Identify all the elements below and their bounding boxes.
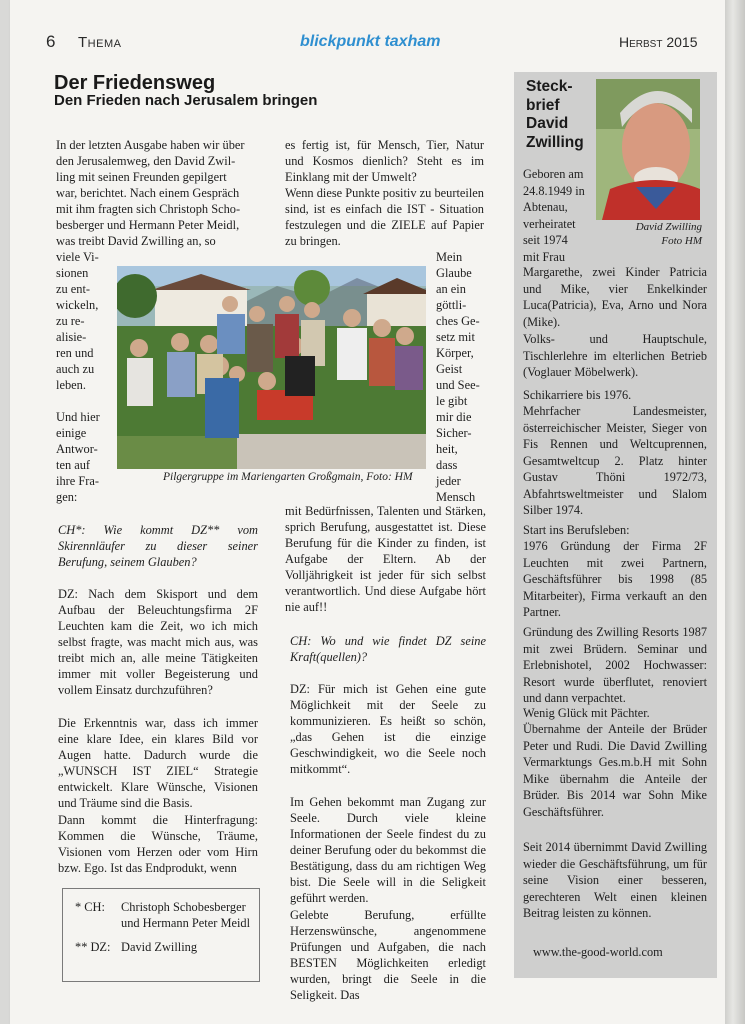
text-line: und See- <box>436 378 480 392</box>
text-line: Geboren am <box>523 167 584 181</box>
sidebar-title-line: brief <box>526 96 560 114</box>
sidebar-title-line: David <box>526 115 569 132</box>
text-line: jeder <box>436 474 461 488</box>
sidebar-title <box>526 78 584 152</box>
section-label: Thema <box>78 34 122 51</box>
text-line: was treibt David Zwilling an, so <box>56 234 216 248</box>
page-number: 6 <box>46 32 56 51</box>
text-line: an ein <box>436 282 466 296</box>
page-edge <box>725 0 745 1024</box>
footnote-dz: ** DZ: David Zwilling <box>75 940 198 954</box>
article-subtitle: Den Frieden nach Jerusalem bringen <box>54 92 318 109</box>
text-line: war, berichtet. Nach einem Gespräch <box>56 186 240 200</box>
text-line: den Jerusalemweg, den David Zwil- <box>56 154 236 168</box>
text-line: heit, <box>436 442 458 456</box>
text-line: zu ent- <box>56 282 91 296</box>
text-line: ren und <box>56 346 94 360</box>
text-line: alisie- <box>56 330 87 344</box>
col1-wrap-text <box>56 249 108 505</box>
text-line: mit Frau <box>523 249 566 264</box>
article-title: Der Friedensweg <box>54 72 216 94</box>
brand-logo: blickpunkt taxham <box>300 33 441 50</box>
text-line: 24.8.1949 in <box>523 183 585 198</box>
text-line: verheiratet <box>523 216 576 231</box>
sidebar-title-line: Steck- <box>526 78 573 95</box>
text-line: ling mit seinen Freunden gepilgert <box>56 170 227 184</box>
sidebar-career-start: Start ins Berufsleben: <box>523 523 630 537</box>
sidebar-education: Volks- und Hauptschule, Tischlerlehre im elterlichen Betrieb (Voglauer Möbelwerk). <box>523 332 707 379</box>
text-line: Und hier <box>56 410 100 424</box>
sidebar-family: Margarethe, zwei Kinder Patricia und Mike, vier Enkelkinder Luca(Patricia), Eva, Arno und Nora (Mike). <box>523 265 707 329</box>
col1-intro <box>56 137 256 249</box>
footnote-box <box>62 888 260 982</box>
sidebar-vision: Seit 2014 übernimmt David Zwilling wieder die Geschäftsführung, um für seine Vision einer besseren, gerechteren Welt einen kleinen Beitrag leisten zu können. <box>523 840 707 920</box>
col2-paragraph-1: mit Bedürfnissen, Talenten und Stärken, sprich Berufung, ausgestattet ist. Diese Berufung für die Kinder zu finden, ist Aufgabe der Eltern. Ab der Volljährigkeit ist jeder für sich selbst verantwortlich. Und diese Aufgabe hört nie auf!! <box>285 504 486 614</box>
answer-1: DZ: Nach dem Skisport und dem Aufbau der Beleuchtungsfirma 2F Leuchten kam die Zeit, wo ich mich selbst fragte, was macht mich aus, was treibt mich an, alle meine Tätigkeiten immer mit voller Begeisterung und vollem Einsatz durchzuführen? <box>58 587 258 697</box>
text-line: dass <box>436 458 458 472</box>
text-line: zu re- <box>56 314 85 328</box>
portrait-caption: David Zwilling Foto HM <box>635 221 702 247</box>
photo-caption: Pilgergruppe im Mariengarten Großgmain, Foto: HM <box>163 471 413 483</box>
issue-label: Herbst 2015 <box>619 34 698 50</box>
text-line: mir die <box>436 410 472 424</box>
text-line: Körper, <box>436 346 474 360</box>
text-line: Antwor- <box>56 442 98 456</box>
website-link[interactable]: www.the-good-world.com <box>533 945 663 959</box>
sidebar-title-line: Zwilling <box>526 133 584 151</box>
text-line: leben. <box>56 378 86 392</box>
sidebar-career-end: Schikarriere bis 1976. <box>523 388 632 402</box>
sidebar-wrap-text <box>523 166 593 265</box>
text-line: sionen <box>56 266 89 280</box>
col1-intro-lines <box>56 137 256 249</box>
text-line: ihre Fra- <box>56 474 100 488</box>
text-line: ches Ge- <box>436 314 480 328</box>
text-line: Mein <box>436 250 463 264</box>
question-1: CH*: Wie kommt DZ** vom Skirennläufer zu dieser seiner Berufung, seinem Glauben? <box>58 523 258 569</box>
text-line: Abtenau, <box>523 200 568 214</box>
answer-2: Die Erkenntnis war, dass ich immer eine klare Idee, ein klares Bild vor Augen hatte. Dadurch wurde die „WUNSCH IST ZIEL“ Strategie entwickelt. Klare Wünsche, Visionen und Träume sind die Basis. <box>58 716 258 810</box>
text-line: einige <box>56 426 87 440</box>
text-line <box>56 393 108 409</box>
text-line: setz mit <box>436 330 475 344</box>
text-line: göttli- <box>436 298 467 312</box>
text-line: In der letzten Ausgabe haben wir über <box>56 138 245 152</box>
col2-top: es fertig ist, für Mensch, Tier, Natur und Kosmos dienlich? Steht es im Einklang mit der Umwelt? <box>285 138 484 184</box>
sidebar-tenant: Wenig Glück mit Pächter. <box>523 706 650 720</box>
sidebar-resort: Gründung des Zwilling Resorts 1987 mit zwei Brüdern. Seminar und Erlebnishotel, 2002 Hochwasser: Resort wurde überflutet, renoviert und dann verpachtet. <box>523 625 707 705</box>
text-line: Sicher- <box>436 426 472 440</box>
col2-paragraph-2: Im Gehen bekommt man Zugang zur Seele. Durch viele kleine Informationen der Seele findest du zu deiner Berufung oder du bekommst die Bestätigung, dass du am richtigen Weg bist. Die Seele will in die Seligkeit geführt werden. <box>290 795 486 905</box>
text-line: gen: <box>56 490 78 504</box>
text-line: mit ihm fragten sich Christoph Scho- <box>56 202 241 216</box>
footnote-ch: * CH: Christoph Schobesberger und Hermann Peter Meidl <box>75 900 251 930</box>
text-line: auch zu <box>56 362 95 376</box>
answer-4: DZ: Für mich ist Gehen eine gute Möglichkeit mit der Seele zu kommunizieren. Es heißt so schön, „das Gehen ist die einzige Geschwindigkeit, wo die Seele noch mitkommt“. <box>290 682 486 776</box>
text-line: besberger und Hermann Peter Meidl, <box>56 218 240 232</box>
sidebar-company: 1976 Gründung der Firma 2F Leuchten mit zwei Partnern, Geschäftsführer bis 1998 (85 Mitarbeiter), Firma verkauft an den Partner. <box>523 539 707 619</box>
sidebar-shares: Übernahme der Anteile der Brüder Peter und Rudi. Die David Zwilling Vermarktungs Ges.m.b.H mit Sohn Mike übernahm die Anteile der Brüder. Bis 2014 war Sohn Mike Geschäftsführer. <box>523 722 707 819</box>
text-line: wickeln, <box>56 298 99 312</box>
text-line: Geist <box>436 362 463 376</box>
text-line: Glaube <box>436 266 472 280</box>
text-line: le gibt <box>436 394 468 408</box>
col2-wrap-text <box>436 249 486 505</box>
col2-paragraph-3: Gelebte Berufung, erfüllte Herzenswünsche, angenommene Prüfungen und Aufgaben, die nach BESTEN Möglichkeiten erledigt wurden, bringt die Seele in die Seligkeit. Das <box>290 908 486 1002</box>
sidebar-achievements: Mehrfacher Landesmeister, österreichischer Meister, Sieger von Fis Rennen und Weltcuprennen, Gesamtweltcup 2. Platz hinter Gustav Thöni 1972/73, Abfahrtsweltmeister und Slalom Silber 1974. <box>523 404 707 517</box>
text-line: viele Vi- <box>56 250 99 264</box>
question-2: CH: Wo und wie findet DZ seine Kraft(quellen)? <box>290 634 486 664</box>
group-photo <box>117 266 426 469</box>
col2-top2: Wenn diese Punkte positiv zu beurteilen sind, ist es einfach die IST - Situation festzulegen und die ZIELE auf Papier zu bringen. <box>285 186 484 248</box>
text-line: ten auf <box>56 458 91 472</box>
portrait-photo <box>596 79 700 220</box>
answer-3: Dann kommt die Hinterfragung: Kommen die Wünsche, Träume, Visionen vom Herzen oder vom Hirn bzw. Ego. Ist das Endprodukt, wenn <box>58 813 258 875</box>
text-line: seit 1974 <box>523 233 568 247</box>
text-line: Mensch <box>436 490 476 504</box>
